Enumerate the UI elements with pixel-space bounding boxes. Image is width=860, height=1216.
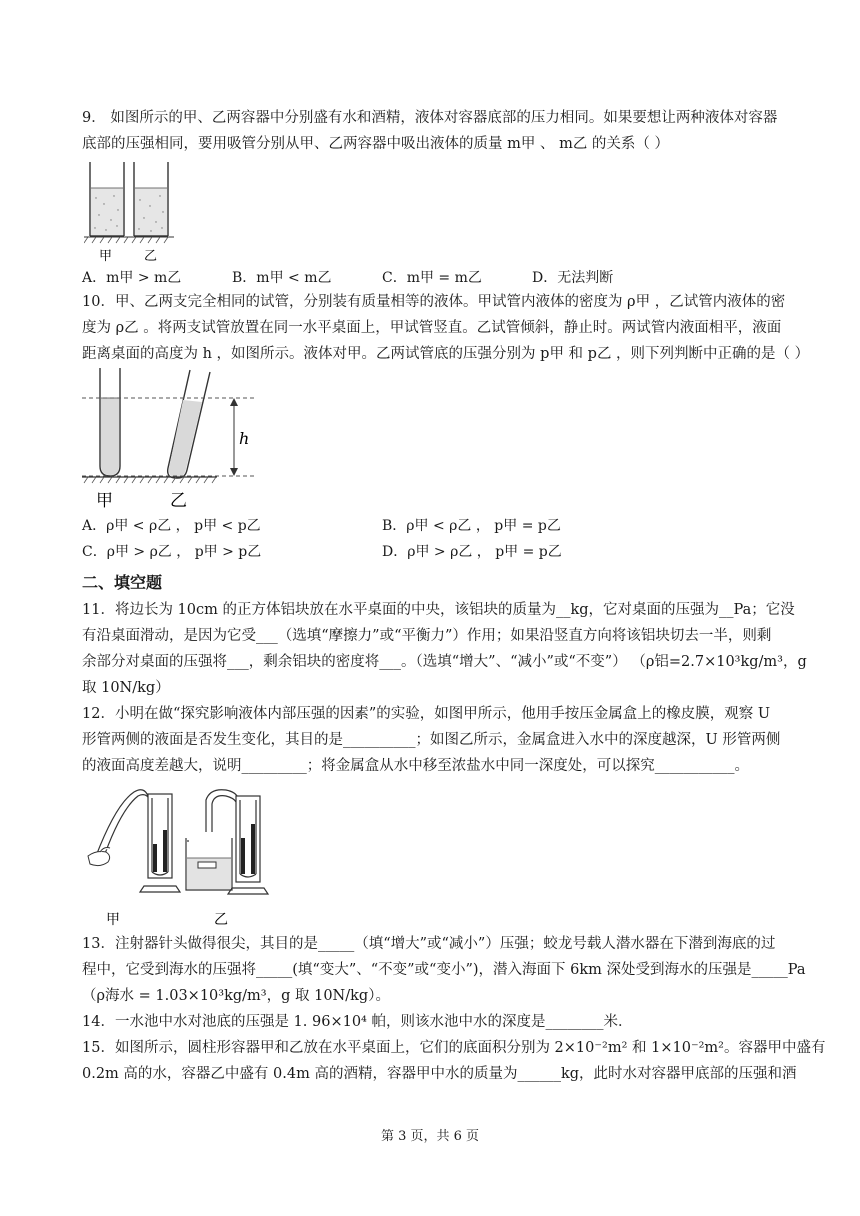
q9-label-yi: 乙 [144, 249, 158, 264]
q9-line-2: 底部的压强相同，要用吸管分别从甲、乙两容器中吸出液体的质量 m甲 、 m乙 的关系（ ） [82, 136, 670, 152]
q11-line-4: 取 10N/kg） [82, 680, 170, 696]
q11-line-3: 余部分对桌面的压强将___，剩余铝块的密度将___。（选填“增大”、“减小”或“不变”） （ρ铝=2.7×10³kg/m³，g [82, 654, 807, 670]
q14-line-1: 14．一水池中水对池底的压强是 1. 96×10⁴ 帕，则该水池中水的深度是________米． [82, 1014, 633, 1030]
q12-line-2: 形管两侧的液面是否发生变化，其目的是__________；如图乙所示，金属盒进入水中的深度越深，U 形管两侧 [82, 732, 781, 748]
q10-option-a: A．ρ甲 < ρ乙 ， p甲 < p乙 [82, 518, 261, 534]
q10-label-yi: 乙 [170, 491, 187, 510]
q13-line-2: 程中，它受到海水的压强将_____(填“变大”、“不变”或“变小”)，潜入海面下 6km 深处受到海水的压强是_____Pa [82, 962, 806, 978]
q10-line-1: 10．甲、乙两支完全相同的试管，分别装有质量相等的液体。甲试管内液体的密度为 ρ甲 ，乙试管内液体的密 [82, 294, 786, 310]
q9-option-a: A．m甲 > m乙 [82, 270, 182, 286]
manometer-jia [96, 790, 180, 892]
q12-line-1: 12．小明在做“探究影响液体内部压强的因素”的实验，如图甲所示，他用手按压金属盒上的橡皮膜，观察 U [82, 706, 771, 722]
q10-figure [82, 368, 262, 510]
q15-line-1: 15．如图所示，圆柱形容器甲和乙放在水平桌面上，它们的底面积分别为 2×10⁻²m² 和 1×10⁻²m²。容器甲中盛有 [82, 1040, 826, 1056]
page-footer: 第 3 页，共 6 页 [380, 1129, 480, 1144]
q11-line-2: 有沿桌面滑动，是因为它受___（选填“摩擦力”或“平衡力”）作用；如果沿竖直方向将该铝块切去一半，则剩 [82, 628, 772, 644]
q13-line-1: 13．注射器针头做得很尖，其目的是_____（填“增大”或“减小”）压强；蛟龙号载人潜水器在下潜到海底的过 [82, 936, 776, 952]
q9-option-b: B．m甲 < m乙 [232, 270, 332, 286]
section-heading: 二、填空题 [82, 573, 163, 592]
q11-line-1: 11．将边长为 10cm 的正方体铝块放在水平桌面的中央，该铝块的质量为__kg，它对桌面的压强为__Pa；它没 [82, 602, 795, 618]
q9-line-1: 9． 如图所示的甲、乙两容器中分别盛有水和酒精，液体对容器底部的压力相同。如果要想让两种液体对容器 [82, 110, 778, 126]
q10-line-2: 度为 ρ乙 。将两支试管放置在同一水平桌面上，甲试管竖直。乙试管倾斜，静止时。两试管内液面相平，液面 [82, 320, 782, 336]
test-tube-jia [100, 368, 120, 476]
q9-option-c: C．m甲 = m乙 [382, 270, 482, 286]
q15-line-2: 0.2m 高的水，容器乙中盛有 0.4m 高的酒精，容器甲中水的质量为______kg，此时水对容器甲底部的压强和酒 [82, 1066, 797, 1082]
q10-line-3: 距离桌面的高度为 h ，如图所示。液体对甲。乙两试管底的压强分别为 p甲 和 p乙 ，则下列判断中正确的是（ ） [82, 346, 810, 362]
q9-label-jia: 甲 [99, 249, 113, 264]
q9-figure [84, 160, 174, 265]
q12-figure [86, 784, 286, 929]
q10-label-h: h [239, 429, 250, 448]
q13-line-3: （ρ海水 = 1.03×10³kg/m³，g 取 10N/kg）。 [82, 988, 390, 1004]
q9-option-d: D．无法判断 [532, 270, 614, 286]
q10-option-c: C．ρ甲 > ρ乙 ， p甲 > p乙 [82, 544, 262, 560]
q12-label-yi: 乙 [214, 912, 228, 928]
q10-label-jia: 甲 [96, 491, 113, 510]
q10-option-d: D．ρ甲 > ρ乙 ， p甲 = p乙 [382, 544, 562, 560]
q10-option-b: B．ρ甲 < ρ乙 ， p甲 = p乙 [382, 518, 561, 534]
q12-label-jia: 甲 [106, 912, 120, 928]
q12-line-3: 的液面高度差越大，说明_________；将金属盒从水中移至浓盐水中同一深度处，可以探究___________。 [82, 758, 749, 774]
test-tube-yi [168, 370, 210, 478]
